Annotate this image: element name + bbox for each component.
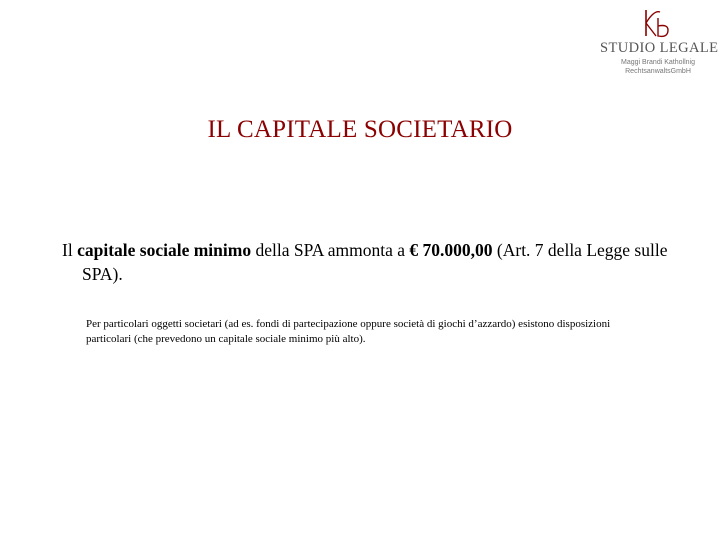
paragraph-pre: Il	[62, 240, 78, 260]
logo-subtitle-line1: Maggi Brandi Kathollnig	[621, 59, 695, 66]
logo-name: STUDIO LEGALE	[600, 40, 719, 56]
paragraph-amount: € 70.000,00	[409, 240, 493, 260]
monogram-logo-icon	[638, 6, 678, 40]
main-paragraph	[62, 238, 692, 286]
paragraph-post: (Art. 7 della Legge sulle SPA).	[82, 240, 668, 284]
logo-subtitle-line2: RechtsanwaltsGmbH	[625, 68, 691, 75]
paragraph-term: capitale sociale minimo	[77, 240, 252, 260]
page-title: IL CAPITALE SOCIETARIO	[207, 116, 513, 143]
studio-logo	[600, 6, 719, 80]
paragraph-mid: della SPA ammonta a	[251, 240, 410, 260]
note-paragraph: Per particolari oggetti societari (ad es. fondi di partecipazione oppure società di giochi d’azzardo) esistono disposizioni particolari (che prevedono un capitale sociale minimo più alto).	[86, 318, 611, 345]
